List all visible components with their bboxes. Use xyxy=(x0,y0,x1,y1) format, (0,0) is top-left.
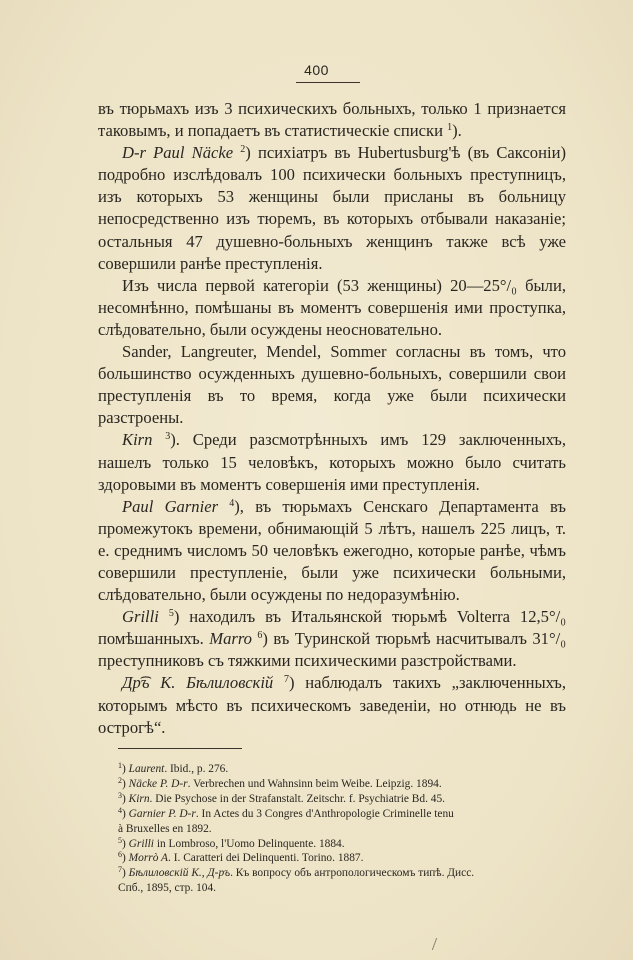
footnote-ref: 5 xyxy=(168,608,174,620)
footnote-ref: 1 xyxy=(447,122,453,134)
text-run xyxy=(273,673,284,692)
text-run: Спб., 1895, стр. 104. xyxy=(118,882,217,895)
text-run: à Bruxelles en 1892. xyxy=(118,822,212,835)
paragraph xyxy=(98,672,566,738)
paragraph xyxy=(98,496,566,606)
page-number: 400 xyxy=(304,62,329,78)
text-run: . I. Caratteri dei Delinquenti. Torino. 1887. xyxy=(168,852,364,865)
footnote-number: 5 xyxy=(118,835,122,845)
italic-name: Grilli xyxy=(128,837,154,850)
text-run: . Die Psychose in der Strafanstalt. Zeitschr. f. Psychiatrie Bd. 45. xyxy=(149,792,446,805)
text-run: . Ibid., p. 276. xyxy=(164,763,229,775)
paragraph xyxy=(98,275,566,341)
paragraph xyxy=(98,142,566,275)
italic-name: Kirn xyxy=(122,430,153,450)
text-run: ), въ тюрьмахъ Сенскаго Департамента въ промежутокъ времени, обнимающій 5 лѣтъ, нашелъ 225 лицъ, т. е. среднимъ числомъ 50 человѣкъ ежегодно, которые ранѣе, чѣмъ совершили преступленіе, были уже психически больными, слѣдовательно, были осуждены по недоразумѣнію. xyxy=(98,496,566,605)
footnote-number: 6 xyxy=(118,850,122,860)
italic-name: Grilli xyxy=(122,607,159,627)
text-run: in Lombroso, l'Uomo Delinquente. 1884. xyxy=(153,837,345,850)
footnote xyxy=(98,881,566,896)
text-run: . Къ вопросу объ антропологическомъ типѣ. Дисс. xyxy=(230,867,475,880)
text-run: ) психіатръ въ Hubertusburg'ѣ (въ Саксоніи) подробно изслѣдовалъ 100 психически больныхъ преступницъ, изъ которыхъ 53 женщины были присланы въ больницу непосредственно изъ тюремъ, въ которыхъ отбывали наказаніе; остальныя 47 душевно-больныхъ женщинъ также всѣ уже совершили ранѣе преступленія. xyxy=(98,143,567,273)
paragraph xyxy=(98,606,566,672)
text-run: ). xyxy=(452,121,462,141)
text-run xyxy=(152,430,165,449)
page-number-underline xyxy=(296,82,360,83)
paragraph xyxy=(98,429,566,495)
footnote: $^5$) Grilli in Lombroso, l'Uomo Delinquente. 1884. xyxy=(118,835,345,850)
footnote-ref: 3 xyxy=(165,431,171,443)
italic-name: Др͡ъ К. Бѣлиловскій xyxy=(122,673,274,693)
footnote: $^4$) Garnier P. D-r. In Actes du 3 Congres d'Anthropologie Criminelle tenu xyxy=(118,805,454,820)
text-run: . In Actes du 3 Congres d'Anthropologie Criminelle tenu xyxy=(195,807,454,820)
main-text xyxy=(98,98,566,739)
footnote-number: 1 xyxy=(118,761,122,770)
italic-name: Paul Garnier xyxy=(122,496,219,516)
paragraph xyxy=(98,341,566,429)
text-run: Sander, Langreuter, Mendel, Sommer согласны въ томъ, что большинство осужденныхъ душевно-больныхъ, совершили свои преступленія въ то время, когда уже были психически разстроены. xyxy=(98,342,566,428)
footnote-number: 7 xyxy=(118,865,122,875)
italic-name: Kirn xyxy=(128,792,150,805)
paragraph xyxy=(98,98,566,142)
page-edge-mark xyxy=(432,938,440,950)
footnote-ref: 7 xyxy=(283,674,289,686)
italic-name: Marro xyxy=(209,629,252,649)
italic-name: Garnier P. D-r xyxy=(128,807,196,820)
text-run: въ тюрьмахъ изъ 3 психическихъ больныхъ, только 1 признается таковымъ, и попадаетъ въ статистическіе списки xyxy=(98,99,566,141)
footnote: $^2$) Näcke P. D-r. Verbrechen und Wahnsinn beim Weibe. Leipzig. 1894. xyxy=(118,775,442,790)
text-run xyxy=(159,607,169,626)
footnote: $^7$) Бѣлиловскій К., Д-ръ. Къ вопросу объ антропологическомъ типѣ. Дисс. xyxy=(118,865,475,880)
footnote-separator xyxy=(118,748,242,749)
text-run: Изъ числа первой категоріи (53 женщины) 20—25°/₀ были, несомнѣнно, помѣшаны въ моментъ совершенія ими проступка, слѣдовательно, были осуждены неосновательно. xyxy=(98,275,566,339)
text-run: ). Среди разсмотрѣнныхъ имъ 129 заключенныхъ, нашелъ только 15 человѣкъ, которыхъ можно было считать здоровыми въ моментъ совершенія ими преступленія. xyxy=(98,430,566,494)
footnote-ref: 2 xyxy=(240,144,246,156)
footnote: $^3$) Kirn. Die Psychose in der Strafanstalt. Zeitschr. f. Psychiatrie Bd. 45. xyxy=(118,790,446,805)
footnote-ref: 4 xyxy=(229,497,235,509)
footnotes xyxy=(98,762,566,896)
footnote-number: 2 xyxy=(118,775,122,785)
italic-name: D-r Paul Näcke xyxy=(122,143,234,163)
footnote-ref: 6 xyxy=(257,630,263,642)
italic-name: Morrò A xyxy=(128,852,169,865)
text-run xyxy=(218,497,229,516)
italic-name: Laurent xyxy=(128,763,165,775)
text-run: ) находилъ въ Итальянской тюрьмѣ Volterra 12,5°/₀ помѣшанныхъ. xyxy=(98,607,567,649)
text-run: . Verbrechen und Wahnsinn beim Weibe. Leipzig. 1894. xyxy=(187,777,442,790)
text-run: ) въ Туринской тюрьмѣ насчитывалъ 31°/₀ преступниковъ съ тяжкими психическими разстройствами. xyxy=(98,629,566,671)
footnote: $^6$) Morrò A. I. Caratteri dei Delinquenti. Torino. 1887. xyxy=(118,850,364,865)
footnote: $^1$) Laurent. Ibid., p. 276. xyxy=(118,761,229,775)
italic-name: Näcke P. D-r xyxy=(128,777,188,790)
italic-name: Бѣлиловскій К., Д-ръ xyxy=(128,867,231,880)
footnote xyxy=(98,822,566,837)
footnote-number: 4 xyxy=(118,805,122,815)
footnote-number: 3 xyxy=(118,790,122,800)
text-run: ) наблюдалъ такихъ „заключенныхъ, которымъ мѣсто въ психическомъ заведеніи, но отнюдь не въ острогѣ“. xyxy=(98,673,567,737)
